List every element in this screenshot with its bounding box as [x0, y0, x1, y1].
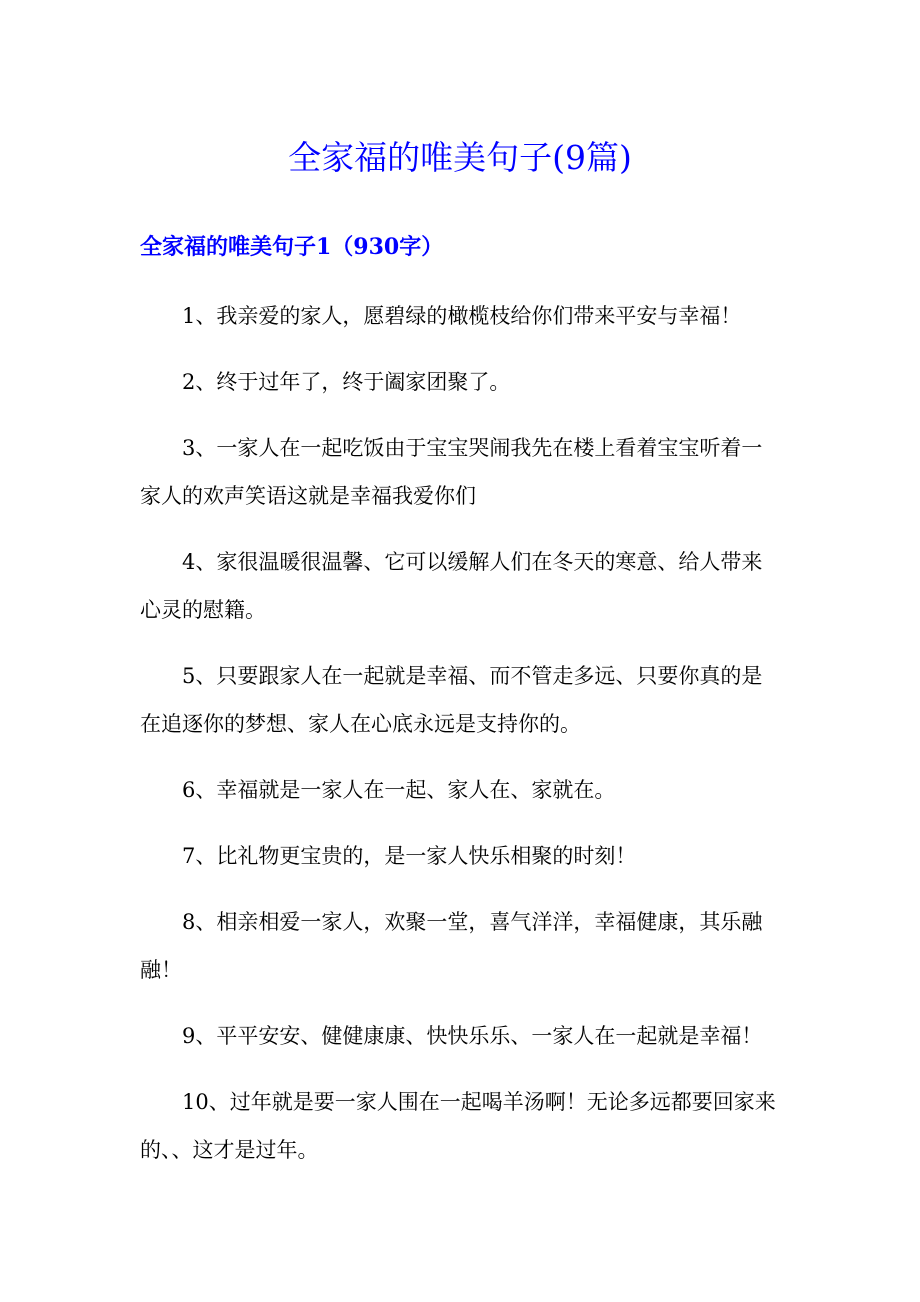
document-title: 全家福的唯美句子(9篇) — [288, 138, 632, 177]
paragraph-8: 8、相亲相爱一家人，欢聚一堂，喜气洋洋，幸福健康，其乐融融！ — [140, 910, 763, 982]
document-body — [140, 292, 780, 1192]
paragraph-9: 9、平平安安、健健康康、快快乐乐、一家人在一起就是幸福！ — [182, 1024, 763, 1048]
paragraph-2: 2、终于过年了，终于阖家团聚了。 — [182, 370, 511, 394]
paragraph-1: 1、我亲爱的家人，愿碧绿的橄榄枝给你们带来平安与幸福！ — [182, 304, 742, 328]
paragraph-5: 5、只要跟家人在一起就是幸福、而不管走多远、只要你真的是在追逐你的梦想、家人在心底永远是支持你的。 — [140, 664, 763, 736]
paragraph-3: 3、一家人在一起吃饭由于宝宝哭闹我先在楼上看着宝宝听着一家人的欢声笑语这就是幸福我爱你们 — [140, 436, 763, 508]
section-heading: 全家福的唯美句子1（930字） — [140, 234, 444, 260]
paragraph-4: 4、家很温暖很温馨、它可以缓解人们在冬天的寒意、给人带来心灵的慰籍。 — [140, 550, 763, 622]
paragraph-10: 10、过年就是要一家人围在一起喝羊汤啊！无论多远都要回家来的、、这才是过年。 — [140, 1090, 776, 1162]
paragraph-7: 7、比礼物更宝贵的，是一家人快乐相聚的时刻！ — [182, 844, 637, 868]
paragraph-6: 6、幸福就是一家人在一起、家人在、家就在。 — [182, 778, 616, 802]
